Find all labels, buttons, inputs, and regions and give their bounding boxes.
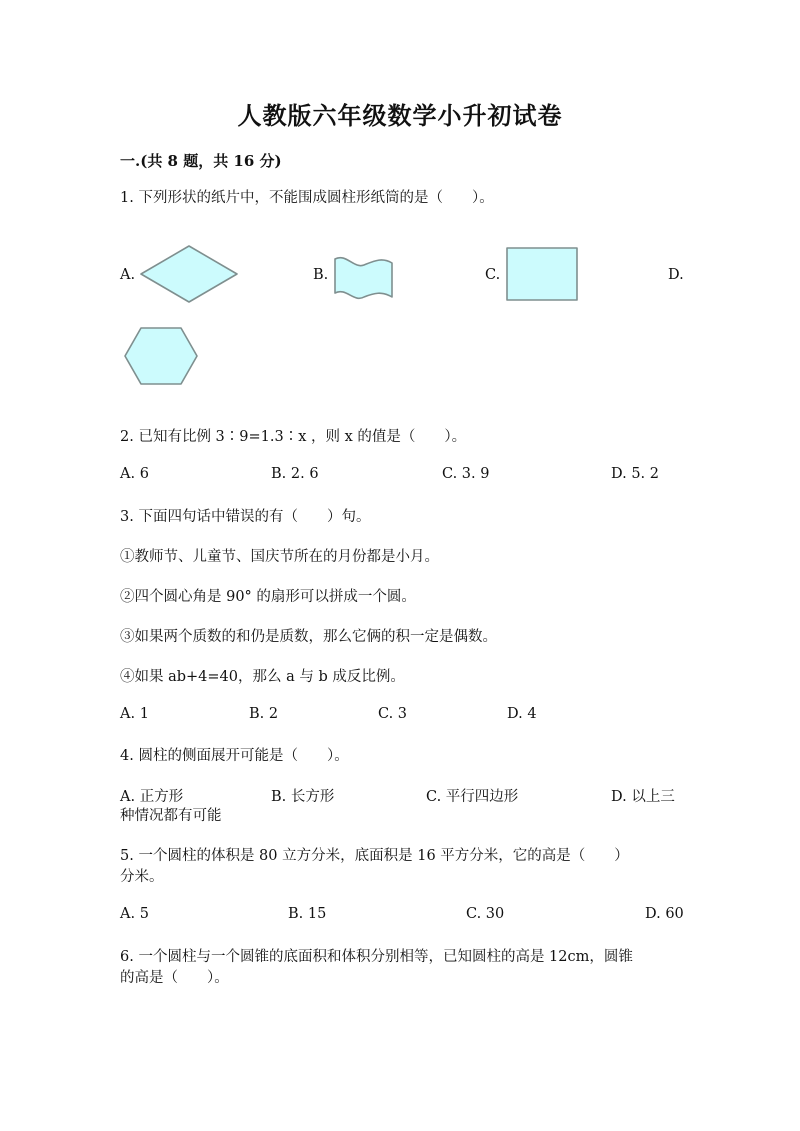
hexagon-shape [124,327,198,385]
q5-option-a: A. 5 [120,906,149,922]
question-3-text: 3. 下面四句话中错误的有（ ）句。 [120,509,371,525]
page-title: 人教版六年级数学小升初试卷 [237,101,563,130]
question-4-text: 4. 圆柱的侧面展开可能是（ ）。 [120,748,349,764]
section-header: 一.(共 8 题，共 16 分) [120,152,282,170]
q3-statement-3: ③如果两个质数的和仍是质数，那么它俩的积一定是偶数。 [120,629,497,645]
q3-statement-2: ②四个圆心角是 90° 的扇形可以拼成一个圆。 [120,589,416,605]
rectangle-shape [506,247,578,301]
q5-option-d: D. 60 [645,906,684,922]
q5-option-b: B. 15 [288,906,327,922]
q3-option-a: A. 1 [120,706,149,722]
q1-option-c-label: C. [485,267,501,283]
question-6-text-continued: 的高是（ ）。 [120,970,229,986]
question-6-text: 6. 一个圆柱与一个圆锥的底面积和体积分别相等，已知圆柱的高是 12cm，圆锥 [120,949,633,965]
question-1-text: 1. 下列形状的纸片中，不能围成圆柱形纸筒的是（ ）。 [120,190,494,206]
q1-option-d-label: D. [668,267,684,283]
q4-option-b: B. 长方形 [271,789,335,805]
q4-option-a: A. 正方形 [120,789,184,805]
q3-option-c: C. 3 [378,706,408,722]
q4-option-c: C. 平行四边形 [426,789,519,805]
rhombus-shape [140,245,238,303]
q1-option-a-label: A. [120,267,136,283]
q5-option-c: C. 30 [466,906,505,922]
q4-option-d: D. 以上三 [611,789,675,805]
wavy-shape [332,257,394,301]
q2-option-a: A. 6 [120,466,149,482]
question-5-text-continued: 分米。 [120,869,164,885]
q2-option-c: C. 3. 9 [442,466,490,482]
q4-option-d-continued: 种情况都有可能 [120,808,222,824]
q3-option-b: B. 2 [249,706,279,722]
q2-option-b: B. 2. 6 [271,466,319,482]
q3-statement-4: ④如果 ab+4=40，那么 a 与 b 成反比例。 [120,669,405,685]
q2-option-d: D. 5. 2 [611,466,659,482]
question-5-text: 5. 一个圆柱的体积是 80 立方分米，底面积是 16 平方分米，它的高是（ ） [120,848,629,864]
q1-option-b-label: B. [313,267,329,283]
question-2-text: 2. 已知有比例 3∶9=1.3∶x ，则 x 的值是（ ）。 [120,429,467,445]
q3-option-d: D. 4 [507,706,537,722]
q3-statement-1: ①教师节、儿童节、国庆节所在的月份都是小月。 [120,549,439,565]
